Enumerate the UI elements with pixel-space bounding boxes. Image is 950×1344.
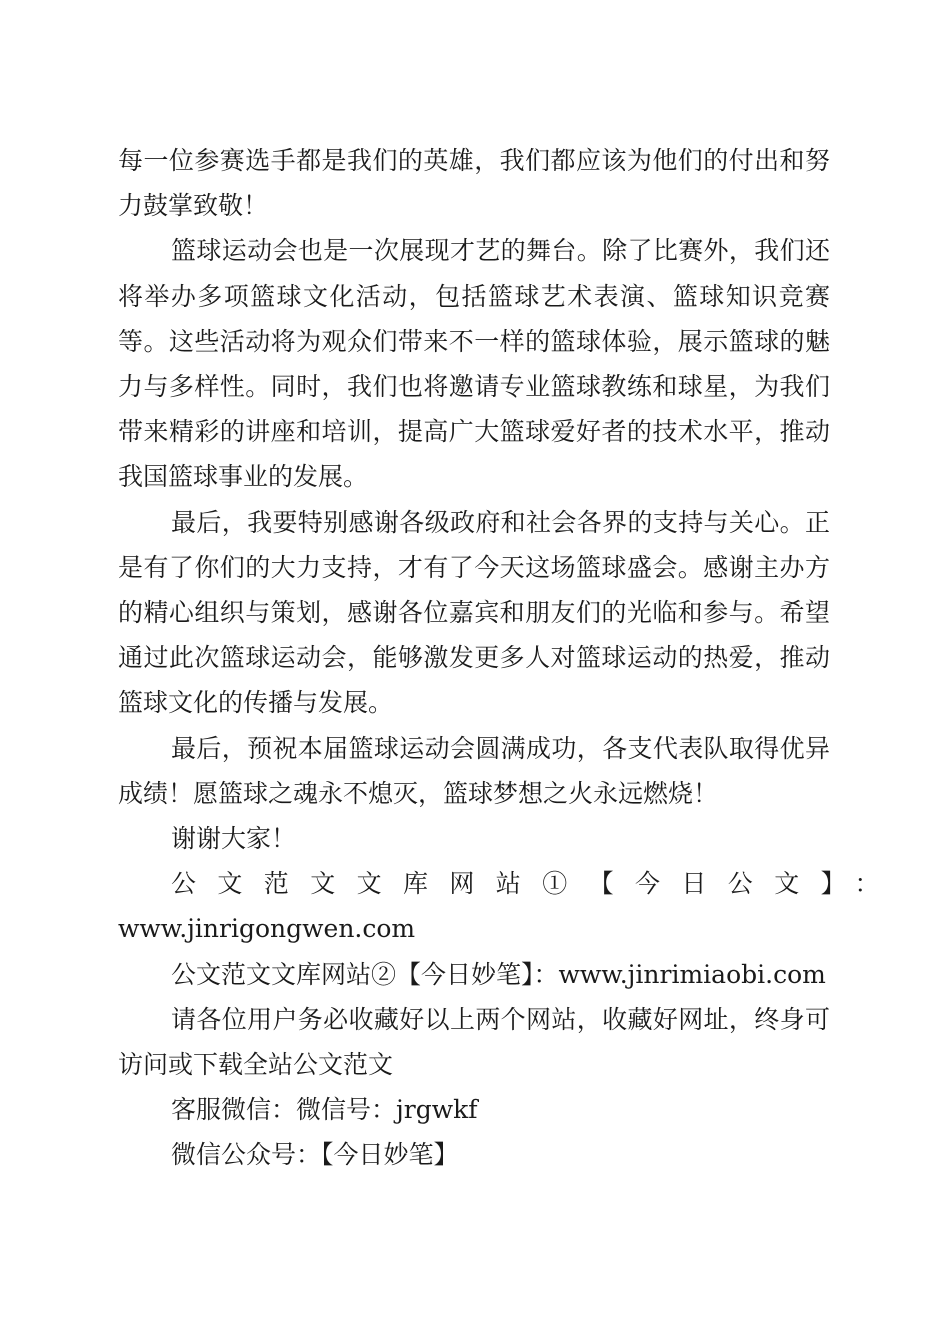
- site1-block: [118, 861, 901, 951]
- paragraph-heroes: 每一位参赛选手都是我们的英雄，我们都应该为他们的付出和努力鼓掌致敬！: [118, 146, 830, 221]
- paragraph-thanks: 最后，我要特别感谢各级政府和社会各界的支持与关心。正是有了你们的大力支持，才有了今天这场篮球盛会。感谢主办方的精心组织与策划，感谢各位嘉宾和朋友们的光临和参与。希望通过此次篮球运动会，能够激发更多人对篮球运动的热爱，推动篮球文化的传播与发展。: [118, 507, 830, 718]
- paragraph-culture-activities: 篮球运动会也是一次展现才艺的舞台。除了比赛外，我们还将举办多项篮球文化活动，包括篮球艺术表演、篮球知识竞赛等。这些活动将为观众们带来不一样的篮球体验，展示篮球的魅力与多样性。同时，我们也将邀请专业篮球教练和球星，为我们带来精彩的讲座和培训，提高广大篮球爱好者的技术水平，推动我国篮球事业的发展。: [118, 236, 830, 492]
- paragraph-wishes: 最后，预祝本届篮球运动会圆满成功，各支代表队取得优异成绩！愿篮球之魂永不熄灭，篮球梦想之火永远燃烧！: [118, 733, 830, 808]
- notice-paragraph: 请各位用户务必收藏好以上两个网站，收藏好网址，终身可访问或下载全站公文范文: [118, 1004, 830, 1080]
- document-page: [118, 138, 901, 1178]
- site2-line[interactable]: 公文范文文库网站②【今日妙笔】：www.jinrimiaobi.com: [171, 959, 826, 989]
- paragraph-closing: 谢谢大家！: [171, 824, 297, 854]
- site1-url[interactable]: www.jinrigongwen.com: [118, 914, 416, 944]
- service-wechat-line: 客服微信：微信号：jrgwkf: [171, 1095, 478, 1125]
- official-account-line: 微信公众号：【今日妙笔】: [171, 1140, 459, 1170]
- site1-label: 公文范文文库网站①【今日公文】：: [171, 869, 901, 899]
